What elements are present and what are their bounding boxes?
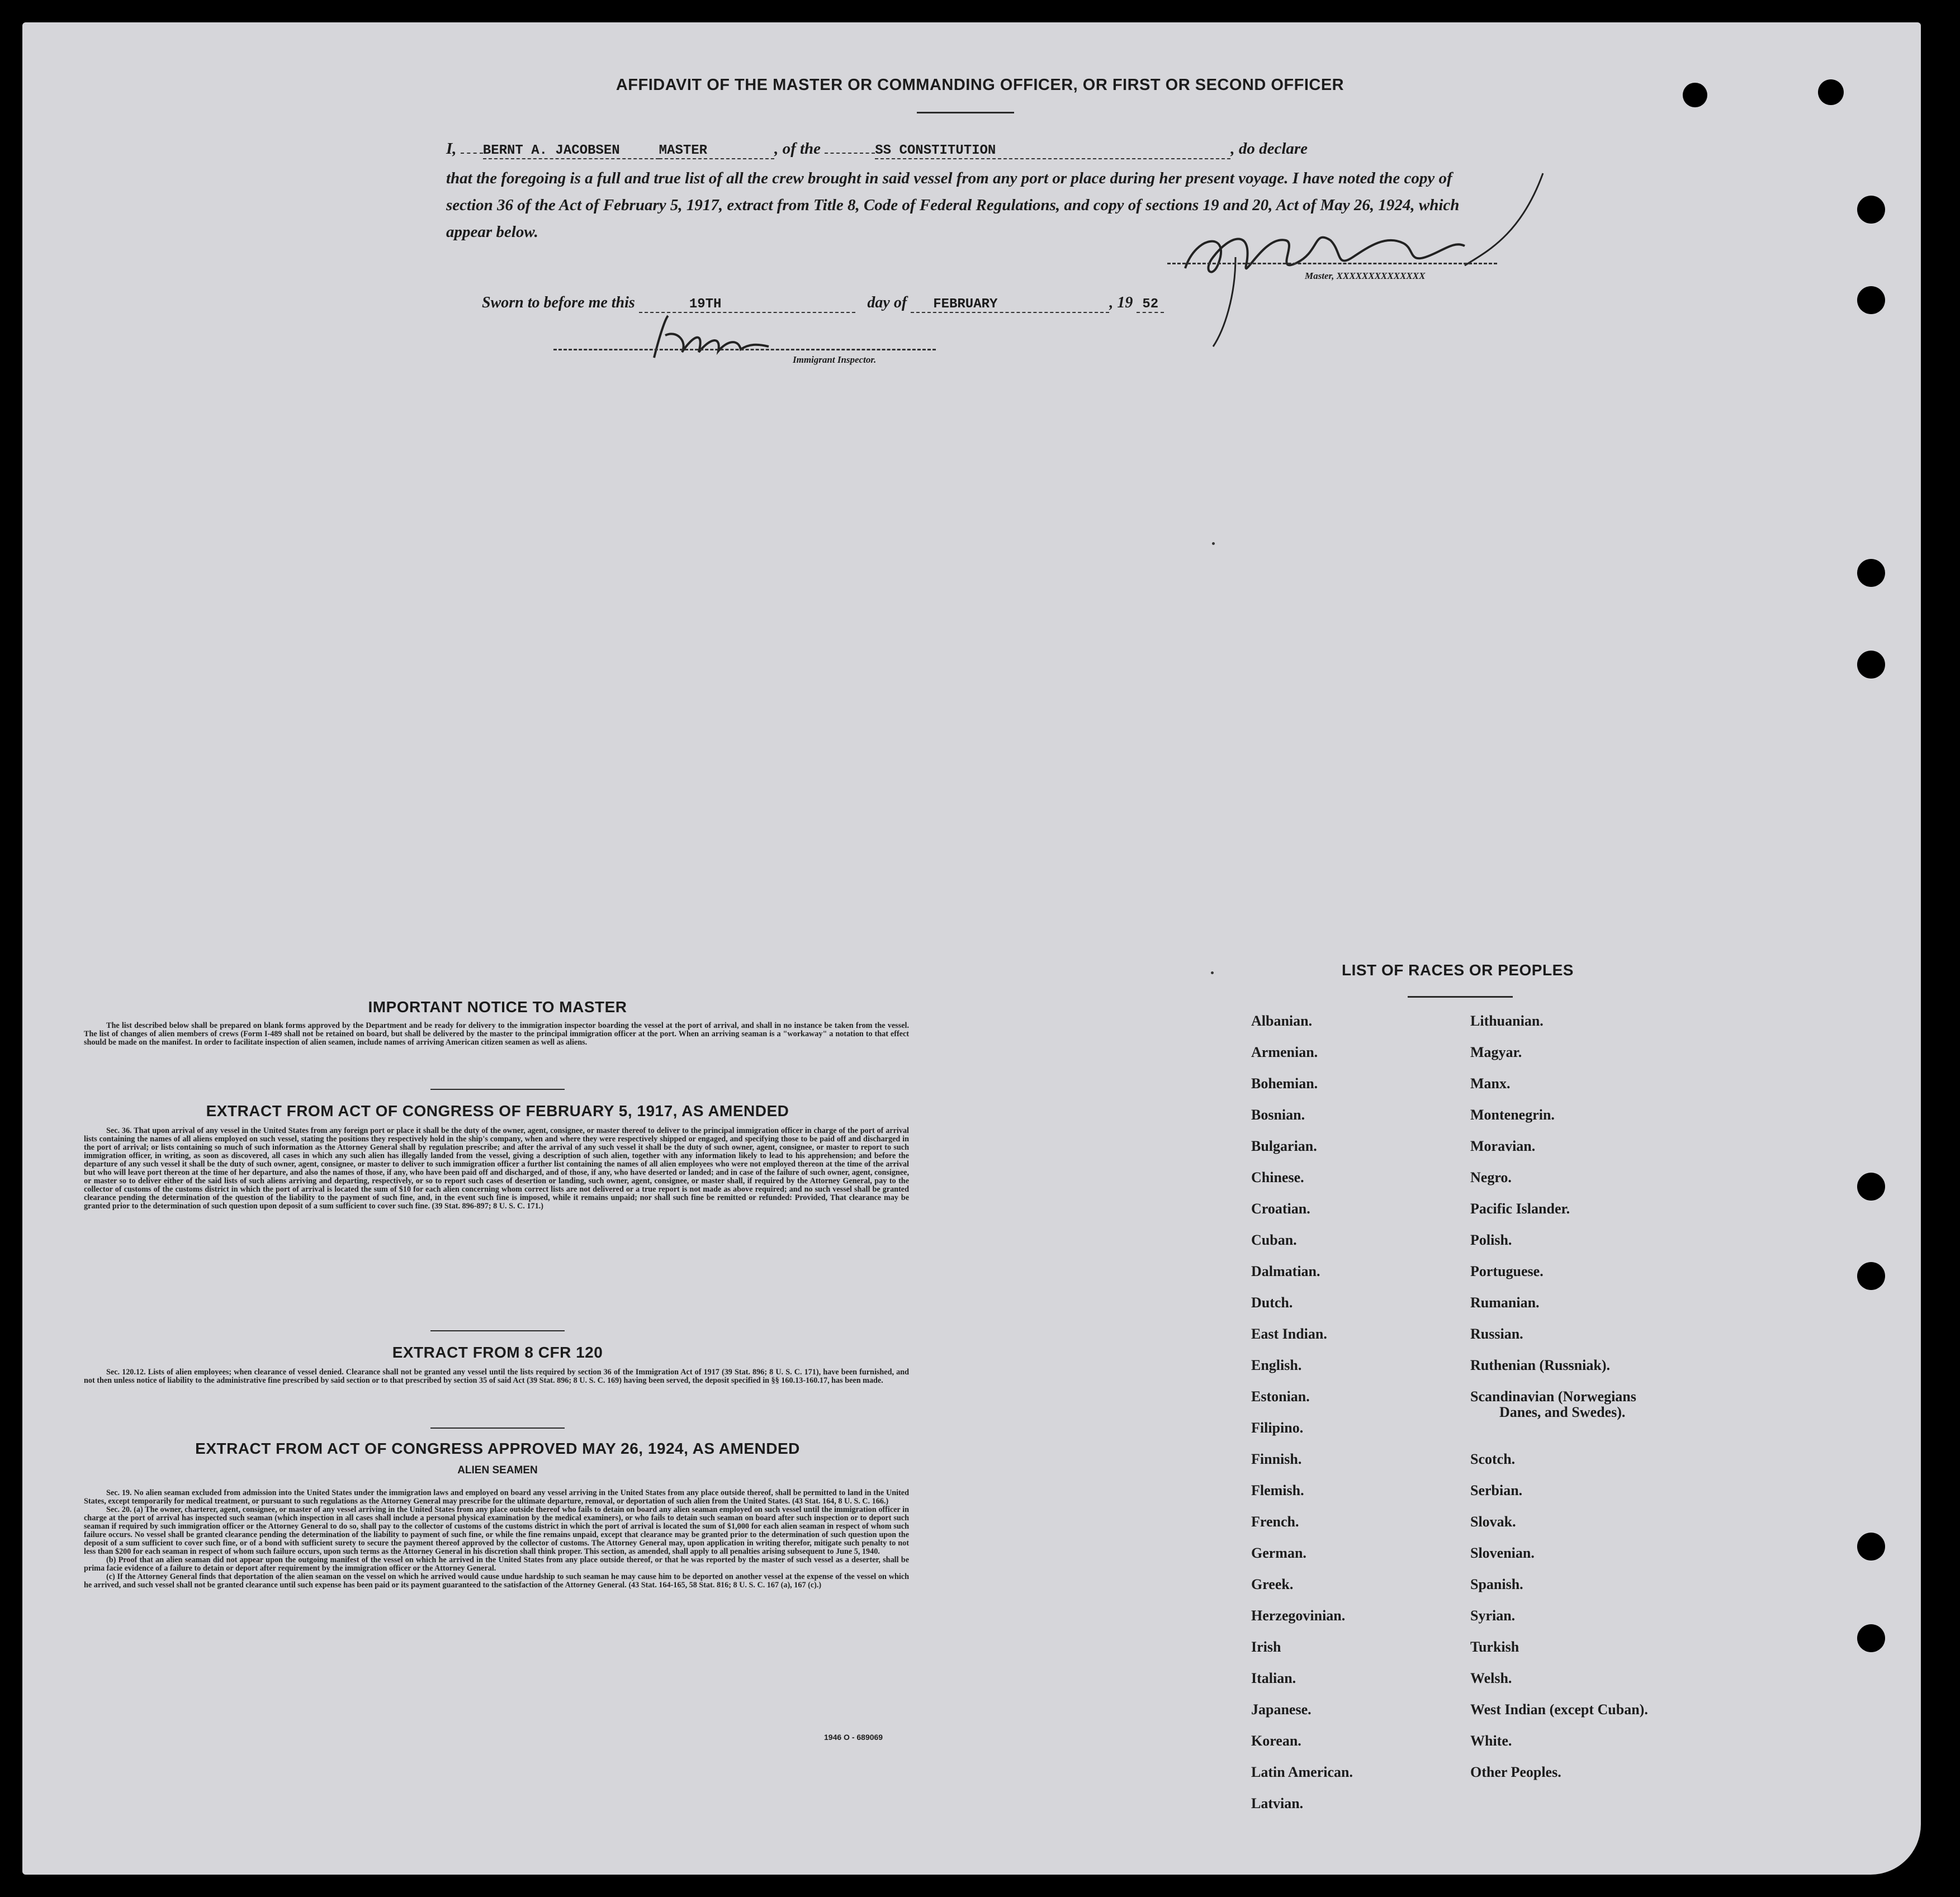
- master-name-field: BERNT A. JACOBSEN: [483, 143, 659, 159]
- race-left-13: Filipino.: [1251, 1420, 1304, 1436]
- race-right-23: West Indian (except Cuban).: [1470, 1701, 1648, 1718]
- sworn-month-field: FEBRUARY: [911, 297, 1109, 313]
- race-left-17: German.: [1251, 1545, 1306, 1561]
- extract-1924-title: EXTRACT FROM ACT OF CONGRESS APPROVED MAY 26, 1924, AS AMENDED: [195, 1440, 800, 1457]
- declaration-line: I, BERNT A. JACOBSEN MASTER , of the SS CONSTITUTION , do declare: [446, 140, 1308, 158]
- race-left-24: Latin American.: [1251, 1764, 1353, 1780]
- vessel-name-field: SS CONSTITUTION: [875, 143, 1230, 159]
- extract-1917-title: EXTRACT FROM ACT OF CONGRESS OF FEBRUARY 5, 1917, AS AMENDED: [206, 1102, 789, 1120]
- race-left-4: Bulgarian.: [1251, 1138, 1317, 1154]
- races-left-column: [1251, 1013, 1452, 1823]
- sec-20a: Sec. 20. (a) The owner, charterer, agent, consignee, or master of any vessel arriving in the United States from any place outside thereof who fails to detain on board any alien seaman employed on such vessel until the immigration officer in charge at the port of arrival has inspected such seaman (which inspection in all cases shall include a personal physical examination by the medical examiners), or who fails to detain such seaman on board after such inspection or to deport such seaman if required by such immigration officer or the Attorney General to do so, shall pay to the collector of customs of the customs district in which the port of arrival is located the sum of $1,000 for each alien seaman in respect of whom such failure occurs. No vessel shall be granted clearance pending the determination of the liability to payment of such fine, or while the fine remains unpaid, except that clearance may be granted prior to the determination of such question upon the deposit of a sum sufficient to cover such fine, or of a bond with sufficient surety to secure the payment thereof approved by the collector of customs. The Attorney General may, upon application in writing therefor, mitigate such penalty to not less than $200 for each seaman in respect of whom such failure occurs, upon such terms as the Attorney General in his discretion shall think proper. This section, as amended, shall apply to all penalties arising subsequent to June 5, 1940.: [84, 1505, 909, 1556]
- race-right-8: Portuguese.: [1470, 1263, 1544, 1279]
- notice-title: IMPORTANT NOTICE TO MASTER: [368, 998, 627, 1016]
- race-right-18: Slovenian.: [1470, 1545, 1535, 1561]
- punch-hole: [1857, 1533, 1885, 1561]
- master-position-field: MASTER: [659, 143, 774, 159]
- race-right-11: Ruthenian (Russniak).: [1470, 1357, 1610, 1373]
- race-left-15: Flemish.: [1251, 1482, 1304, 1498]
- race-left-12: Estonian.: [1251, 1388, 1310, 1405]
- race-left-3: Bosnian.: [1251, 1107, 1305, 1123]
- race-right-9: Rumanian.: [1470, 1294, 1540, 1311]
- race-left-21: Italian.: [1251, 1670, 1296, 1686]
- inspector-signature-line: [553, 349, 936, 350]
- race-right-21: Turkish: [1470, 1639, 1519, 1655]
- punch-hole: [1857, 196, 1885, 224]
- sec-20b: (b) Proof that an alien seaman did not appear upon the outgoing manifest of the vessel on which he arrived in the United States from any place outside thereof, or that he was reported by the master of such vessel as a deserter, shall be prima facie evidence of a failure to detain or deport after requirement by the immigration officer or the Attorney General.: [84, 1555, 909, 1573]
- affidavit-title: AFFIDAVIT OF THE MASTER OR COMMANDING OFFICER, OR FIRST OR SECOND OFFICER: [616, 76, 1344, 94]
- extract-1917-text: Sec. 36. That upon arrival of any vessel in the United States from any foreign port or place it shall be the duty of the owner, agent, consignee, or master thereof to deliver to the principal immigration officer in charge of the port of arrival lists containing the names of all aliens employed on such vessel, stating the positions they respectively hold in the ship's company, when and where they were respectively shipped or engaged, and specifying those to be paid off and discharged in the port of arrival; or lists containing so much of such information as the Attorney General shall by regulation prescribe; and after the arrival of any such vessel it shall be the duty of such owner, agent, consignee, or master to report to such immigration officer, in writing, as soon as discovered, all cases in which any such alien has illegally landed from the vessel, giving a description of such alien, together with any information likely to lead to his apprehension; and before the departure of any such vessel it shall be the duty of such owner, agent, consignee, or master to deliver to such immigration officer a further list containing the names of all alien employees who were not employed thereon at the time of the arrival but who will leave port thereon at the time of her departure, and also the names of those, if any, who have been paid off and discharged, and of those, if any, who have deserted or landed; and in case of the failure of such owner, agent, consignee, or master so to deliver either of the said lists of such aliens arriving and departing, respectively, or so to report such cases of desertion or landing, such owner, agent, consignee, or master shall, if required by the Attorney General, pay to the collector of customs of the customs district in which the port of arrival is located the sum of $10 for each alien concerning whom correct lists are not delivered or a true report is not made as above required; and no such vessel shall be granted clearance pending the determination of the question of the liability to the payment of such fine, and, in the event such fine is imposed, while it remains unpaid; nor shall such fine be remitted or refunded: Provided, That clearance may be granted prior to the determination of such question upon deposit of a sum sufficient to cover such fine. (39 Stat. 896-897; 8 U. S. C. 171.): [84, 1126, 909, 1211]
- sec-20c: (c) If the Attorney General finds that deportation of the alien seaman on the vessel on which he arrived would cause undue hardship to such seaman he may cause him to be deported on another vessel at the expense of the vessel on which he arrived, and such vessel shall not be granted clearance until such expense has been paid or its payment guaranteed to the satisfaction of the Attorney General. (43 Stat. 164-165, 58 Stat. 816; 8 U. S. C. 167 (a), 167 (c).): [84, 1572, 909, 1590]
- declaration-text: that the foregoing is a full and true list of all the crew brought in said vessel from any port or place during her present voyage. I have noted the copy of section 36 of the Act of February 5, 1917, extract from Title 8, Code of Federal Regulations, and copy of sections 19 and 20, Act of May 26, 1924, which appear below.: [446, 169, 1460, 241]
- extract-1924-text: [84, 1489, 909, 1590]
- race-left-16: French.: [1251, 1514, 1299, 1530]
- race-right-24: White.: [1470, 1733, 1512, 1749]
- race-left-0: Albanian.: [1251, 1013, 1313, 1029]
- punch-hole: [1857, 559, 1885, 587]
- race-left-19: Herzegovinian.: [1251, 1607, 1346, 1624]
- race-left-9: Dutch.: [1251, 1294, 1293, 1311]
- master-signature-line: [1167, 263, 1497, 264]
- race-right-0: Lithuanian.: [1470, 1013, 1544, 1029]
- punch-hole: [1857, 1173, 1885, 1201]
- race-left-2: Bohemian.: [1251, 1075, 1318, 1092]
- race-left-5: Chinese.: [1251, 1169, 1304, 1185]
- master-signature: [1152, 168, 1554, 352]
- race-right-3: Montenegrin.: [1470, 1107, 1555, 1123]
- section-rule: [430, 1428, 565, 1429]
- notice-text: The list described below shall be prepared on blank forms approved by the Department and be ready for delivery to the immigration inspector boarding the vessel at the port of arrival, and shall in no instance be taken from the vessel. The list of changes of alien members of crews (Form I-489 shall not be retained on board, but shall be delivered by the master to the principal immigration officer at the port. When an arriving seaman is a "workaway" a notation to that effect should be made on the manifest. In order to facilitate inspection of alien seamen, include names of arriving American citizen seamen as well as aliens.: [84, 1021, 909, 1047]
- extract-1924-subtitle: ALIEN SEAMEN: [457, 1464, 538, 1476]
- race-left-11: English.: [1251, 1357, 1302, 1373]
- race-left-18: Greek.: [1251, 1576, 1294, 1592]
- race-left-1: Armenian.: [1251, 1044, 1318, 1060]
- punch-hole: [1857, 651, 1885, 679]
- extract-cfr-title: EXTRACT FROM 8 CFR 120: [392, 1344, 603, 1361]
- punch-hole: [1857, 1262, 1885, 1290]
- inspector-signature: [643, 313, 777, 363]
- race-left-14: Finnish.: [1251, 1451, 1302, 1467]
- races-right-column: [1470, 1013, 1783, 1795]
- race-right-5: Negro.: [1470, 1169, 1512, 1185]
- race-left-20: Irish: [1251, 1639, 1281, 1655]
- sworn-line: Sworn to before me this 19TH day of FEBRUARY , 19 52: [482, 294, 1164, 312]
- title-rule: [917, 112, 1014, 113]
- sworn-day-field: 19TH: [639, 297, 856, 313]
- races-rule: [1408, 996, 1513, 998]
- punch-hole: [1857, 1624, 1885, 1652]
- race-left-8: Dalmatian.: [1251, 1263, 1320, 1279]
- race-right-15: Scotch.: [1470, 1451, 1516, 1467]
- speck: [1212, 542, 1215, 545]
- race-right-20: Syrian.: [1470, 1607, 1516, 1624]
- race-left-25: Latvian.: [1251, 1795, 1304, 1811]
- race-left-7: Cuban.: [1251, 1232, 1297, 1248]
- race-right-19: Spanish.: [1470, 1576, 1523, 1592]
- race-left-6: Croatian.: [1251, 1201, 1310, 1217]
- race-left-23: Korean.: [1251, 1733, 1301, 1749]
- race-right-7: Polish.: [1470, 1232, 1512, 1248]
- section-rule: [430, 1089, 565, 1090]
- punch-hole: [1857, 286, 1885, 314]
- extract-cfr-text: Sec. 120.12. Lists of alien employees; when clearance of vessel denied. Clearance shall not be granted any vessel until the lists required by section 36 of the Immigration Act of 1917 (39 Stat. 896; 8 U. S. C. 171), have been furnished, and not then unless notice of liability to the administrative fine prescribed by said section or to that prescribed by section 35 of said Act (39 Stat. 896; 8 U. S. C. 169) having been served, the deposit specified in §§ 160.13-160.17, has been made.: [84, 1368, 909, 1385]
- inspector-label: Immigrant Inspector.: [793, 354, 877, 365]
- master-label: Master, XXXXXXXXXXXXXX: [1305, 271, 1426, 281]
- race-right-16: Serbian.: [1470, 1482, 1523, 1498]
- section-rule: [430, 1330, 565, 1331]
- race-right-25: Other Peoples.: [1470, 1764, 1561, 1780]
- race-right-13: Danes, and Swedes).: [1499, 1404, 1626, 1420]
- speck: [1211, 971, 1214, 974]
- race-left-22: Japanese.: [1251, 1701, 1312, 1718]
- race-right-17: Slovak.: [1470, 1514, 1516, 1530]
- race-right-22: Welsh.: [1470, 1670, 1512, 1686]
- race-right-12: Scandinavian (Norwegians: [1470, 1388, 1636, 1405]
- race-right-6: Pacific Islander.: [1470, 1201, 1570, 1217]
- race-right-4: Moravian.: [1470, 1138, 1536, 1154]
- race-left-10: East Indian.: [1251, 1326, 1327, 1342]
- races-title: LIST OF RACES OR PEOPLES: [1342, 961, 1574, 979]
- race-right-1: Magyar.: [1470, 1044, 1522, 1060]
- race-right-10: Russian.: [1470, 1326, 1523, 1342]
- sec-19: Sec. 19. No alien seaman excluded from admission into the United States under the immigration laws and employed on board any vessel arriving in the United States from any place outside thereof, shall be permitted to land in the United States, except temporarily for medical treatment, or pursuant to such regulations as the Attorney General may prescribe for the ultimate departure, removal, or deportation of such alien from the United States. (43 Stat. 164, 8 U. S. C. 166.): [84, 1488, 909, 1506]
- sworn-year-field: 52: [1137, 297, 1164, 313]
- printer-code: 1946 O - 689069: [824, 1733, 883, 1742]
- race-right-2: Manx.: [1470, 1075, 1511, 1092]
